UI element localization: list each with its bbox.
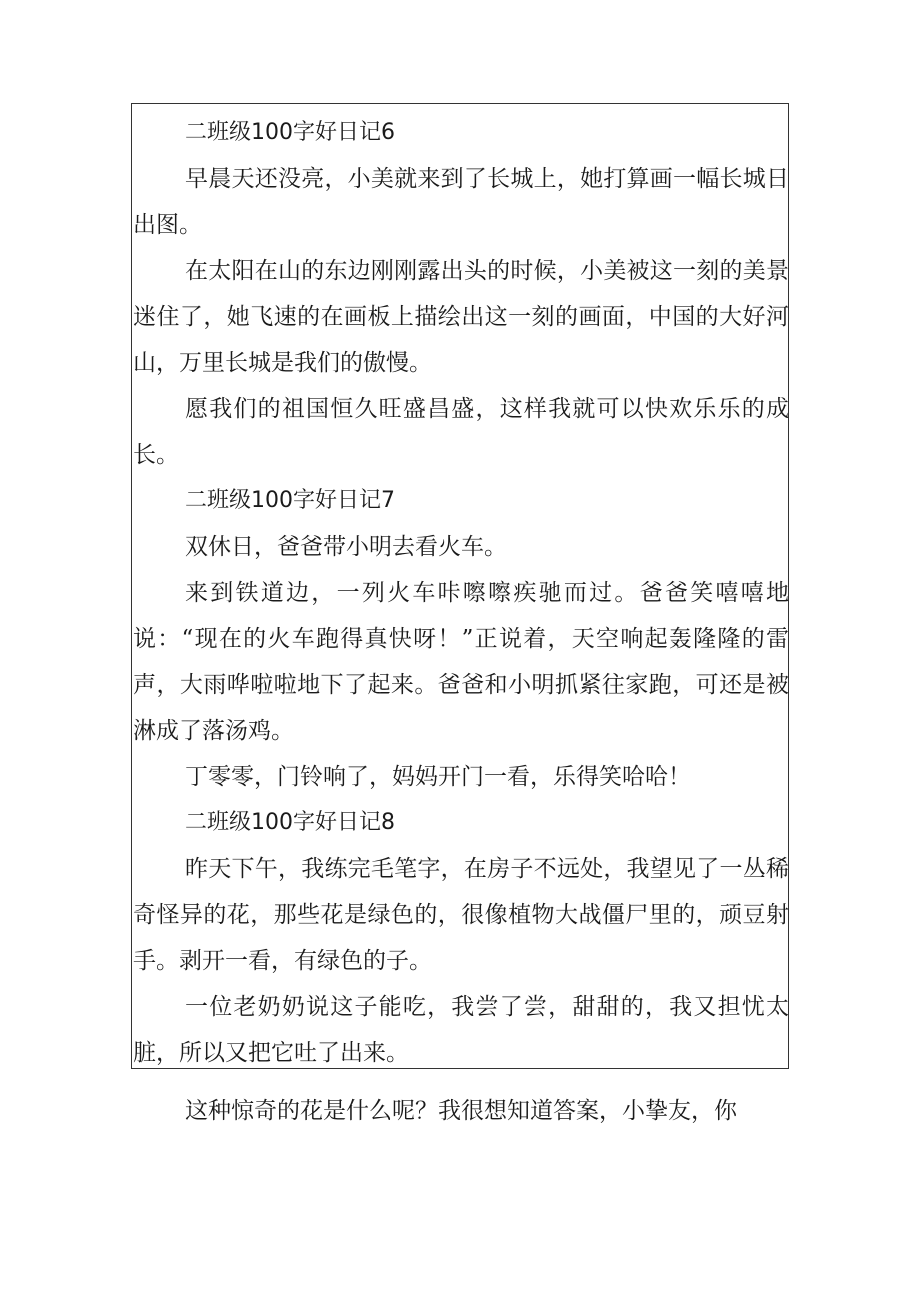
diary-content: [133, 110, 789, 1076]
diary-7-paragraph-2: 来到铁道边，一列火车咔嚓嚓疾驰而过。爸爸笑嘻嘻地说：“现在的火车跑得真快呀！”正说着，天空响起轰隆隆的雷声，大雨哗啦啦地下了起来。爸爸和小明抓紧往家跑，可还是被淋成了落汤鸡。: [133, 580, 789, 744]
diary-6-paragraph-3: 愿我们的祖国恒久旺盛昌盛，这样我就可以快欢乐乐的成长。: [133, 396, 789, 468]
diary-6-paragraph-1: 早晨天还没亮，小美就来到了长城上，她打算画一幅长城日出图。: [133, 166, 789, 238]
diary-6-paragraph-2: 在太阳在山的东边刚刚露出头的时候，小美被这一刻的美景迷住了，她飞速的在画板上描绘出这一刻的画面，中国的大好河山，万里长城是我们的傲慢。: [133, 258, 789, 376]
diary-heading-8: 二班级100字好日记8: [185, 810, 395, 835]
diary-8-paragraph-3: 这种惊奇的花是什么呢？我很想知道答案，小挚友，你: [185, 1098, 737, 1124]
diary-heading-7: 二班级100字好日记7: [185, 488, 395, 513]
text-after-box: [133, 1088, 789, 1134]
diary-7-paragraph-3: 丁零零，门铃响了，妈妈开门一看，乐得笑哈哈！: [185, 764, 691, 790]
diary-8-paragraph-2: 一位老奶奶说这子能吃，我尝了尝，甜甜的，我又担忧太脏，所以又把它吐了出来。: [133, 994, 789, 1066]
diary-heading-6: 二班级100字好日记6: [185, 120, 395, 145]
diary-8-paragraph-1: 昨天下午，我练完毛笔字，在房子不远处，我望见了一丛稀奇怪异的花，那些花是绿色的，很像植物大战僵尸里的，顽豆射手。剥开一看，有绿色的子。: [133, 856, 789, 974]
diary-7-paragraph-1: 双休日，爸爸带小明去看火车。: [185, 534, 507, 560]
